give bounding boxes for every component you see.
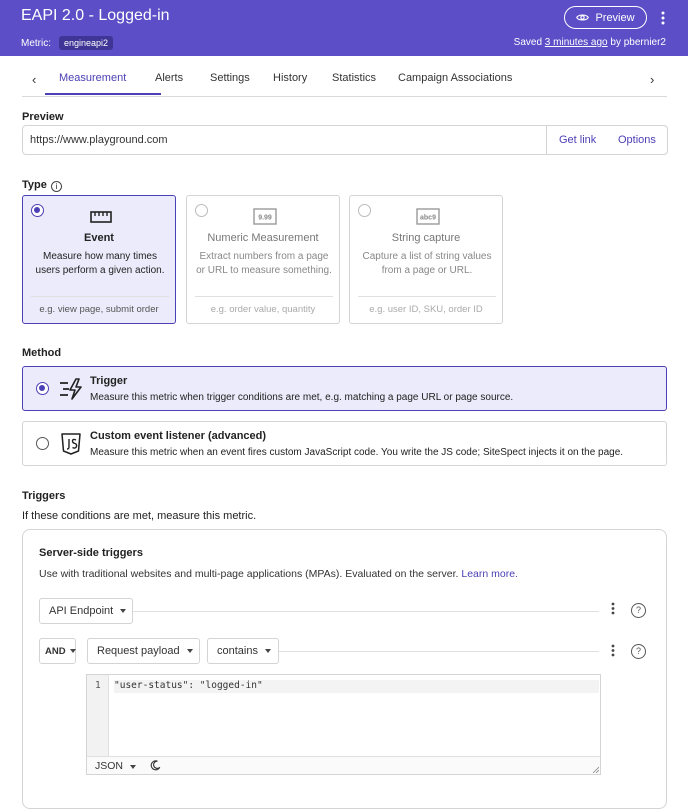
learn-more-link[interactable]: Learn more. xyxy=(461,568,518,580)
tab-bar xyxy=(22,64,667,97)
type-example-event: e.g. view page, submit order xyxy=(39,304,159,315)
saved-prefix: Saved xyxy=(513,37,543,48)
type-card-numeric[interactable] xyxy=(186,195,340,324)
page-title: EAPI 2.0 - Logged-in xyxy=(21,7,170,24)
language-dropdown[interactable] xyxy=(95,760,136,772)
number-icon-text: 9.99 xyxy=(258,214,272,222)
tab-alerts[interactable]: Alerts xyxy=(155,72,184,84)
row-more-options-icon[interactable] xyxy=(611,602,615,618)
source-dropdown-value: API Endpoint xyxy=(49,605,114,617)
tab-statistics[interactable]: Statistics xyxy=(332,72,377,84)
triggers-intro: If these conditions are met, measure this metric. xyxy=(22,510,257,522)
type-title-event: Event xyxy=(84,232,114,244)
code-editor[interactable] xyxy=(86,674,601,775)
help-icon[interactable]: ? xyxy=(631,644,646,659)
server-triggers-title: Server-side triggers xyxy=(39,547,143,559)
method-radio-trigger[interactable] xyxy=(36,382,49,395)
type-section-label xyxy=(22,179,62,192)
string-icon xyxy=(416,208,440,225)
method-section-label: Method xyxy=(22,347,62,359)
operator-dropdown[interactable] xyxy=(207,638,279,664)
language-dropdown-value: JSON xyxy=(95,759,124,772)
type-divider xyxy=(31,296,169,297)
chevron-down-icon xyxy=(70,649,76,653)
more-options-icon[interactable] xyxy=(656,9,670,27)
type-desc-numeric: Extract numbers from a page or URL to measure something. xyxy=(196,251,332,276)
preview-url-field[interactable] xyxy=(22,125,668,155)
eye-icon xyxy=(576,13,589,22)
type-desc-event: Measure how many times users perform a given action. xyxy=(35,251,165,276)
preview-divider xyxy=(546,126,547,154)
saved-suffix: by pbernier2 xyxy=(610,37,666,48)
type-example-numeric: e.g. order value, quantity xyxy=(210,304,316,315)
chevron-down-icon xyxy=(130,765,136,769)
server-side-triggers-panel xyxy=(22,529,667,809)
resize-handle-icon[interactable] xyxy=(592,766,599,773)
code-line[interactable]: "user-status": "logged-in" xyxy=(114,680,599,693)
operator-dropdown-value: contains xyxy=(217,645,258,657)
server-triggers-desc xyxy=(39,568,518,580)
number-icon xyxy=(253,208,277,225)
type-label: Type xyxy=(22,179,47,191)
row-divider xyxy=(133,611,599,612)
method-option-custom-event[interactable] xyxy=(22,421,667,466)
metric-badge: engineapi2 xyxy=(59,36,113,50)
type-desc-string: Capture a list of string values from a page or URL. xyxy=(362,251,492,276)
type-radio-string[interactable] xyxy=(358,204,371,217)
chevron-down-icon xyxy=(265,649,271,653)
metric-row xyxy=(21,36,113,50)
tab-settings[interactable]: Settings xyxy=(210,72,250,84)
method-title-custom-event: Custom event listener (advanced) xyxy=(90,430,267,442)
preview-section-label: Preview xyxy=(22,111,64,123)
dark-mode-moon-icon[interactable] xyxy=(150,760,161,771)
logic-dropdown[interactable] xyxy=(39,638,76,664)
method-desc-custom-event: Measure this metric when an event fires custom JavaScript code. You write the JS code; SiteSpect injects it on the page. xyxy=(90,447,624,458)
saved-time-link[interactable]: 3 minutes ago xyxy=(544,37,608,48)
js-shield-icon xyxy=(59,432,83,456)
type-divider xyxy=(358,296,496,297)
tab-scroll-right-icon[interactable]: › xyxy=(650,72,655,87)
active-tab-indicator xyxy=(45,93,161,95)
metric-label: Metric: xyxy=(21,37,51,49)
options-button[interactable]: Options xyxy=(618,134,656,146)
tab-campaign-associations[interactable]: Campaign Associations xyxy=(398,72,513,84)
logic-dropdown-value: AND xyxy=(45,645,66,657)
get-link-button[interactable]: Get link xyxy=(559,134,597,146)
line-number: 1 xyxy=(95,680,101,691)
type-divider xyxy=(195,296,333,297)
preview-url[interactable]: https://www.playground.com xyxy=(30,134,168,146)
info-icon[interactable]: i xyxy=(51,181,62,192)
preview-button[interactable] xyxy=(564,6,647,29)
field-dropdown-value: Request payload xyxy=(97,645,180,657)
chevron-down-icon xyxy=(120,609,126,613)
type-title-string: String capture xyxy=(391,232,461,244)
type-card-string[interactable] xyxy=(349,195,503,324)
page-header xyxy=(0,0,688,56)
help-icon[interactable]: ? xyxy=(631,603,646,618)
method-option-trigger[interactable] xyxy=(22,366,667,411)
tab-history[interactable]: History xyxy=(273,72,308,84)
method-desc-trigger: Measure this metric when trigger conditions are met, e.g. matching a page URL or page source. xyxy=(90,392,514,403)
type-card-event[interactable] xyxy=(22,195,176,324)
row-more-options-icon[interactable] xyxy=(611,644,615,660)
tab-measurement[interactable]: Measurement xyxy=(59,72,127,84)
preview-button-label: Preview xyxy=(595,11,635,24)
saved-status xyxy=(514,37,666,48)
source-dropdown[interactable] xyxy=(39,598,133,624)
ruler-icon xyxy=(89,208,113,225)
trigger-icon xyxy=(59,377,83,401)
method-title-trigger: Trigger xyxy=(90,375,128,387)
triggers-section-label: Triggers xyxy=(22,490,66,502)
type-title-numeric: Numeric Measurement xyxy=(207,232,319,244)
server-triggers-desc-text: Use with traditional websites and multi-page applications (MPAs). Evaluated on the server. xyxy=(39,568,459,580)
method-radio-custom-event[interactable] xyxy=(36,437,49,450)
string-icon-text: abc9 xyxy=(420,214,436,222)
chevron-down-icon xyxy=(187,649,193,653)
row-divider xyxy=(279,651,599,652)
type-radio-event[interactable] xyxy=(31,204,44,217)
code-editor-footer xyxy=(87,756,600,774)
code-gutter xyxy=(87,675,109,756)
field-dropdown[interactable] xyxy=(87,638,200,664)
tab-scroll-left-icon[interactable]: ‹ xyxy=(32,72,37,87)
type-radio-numeric[interactable] xyxy=(195,204,208,217)
type-example-string: e.g. user ID, SKU, order ID xyxy=(369,304,483,315)
